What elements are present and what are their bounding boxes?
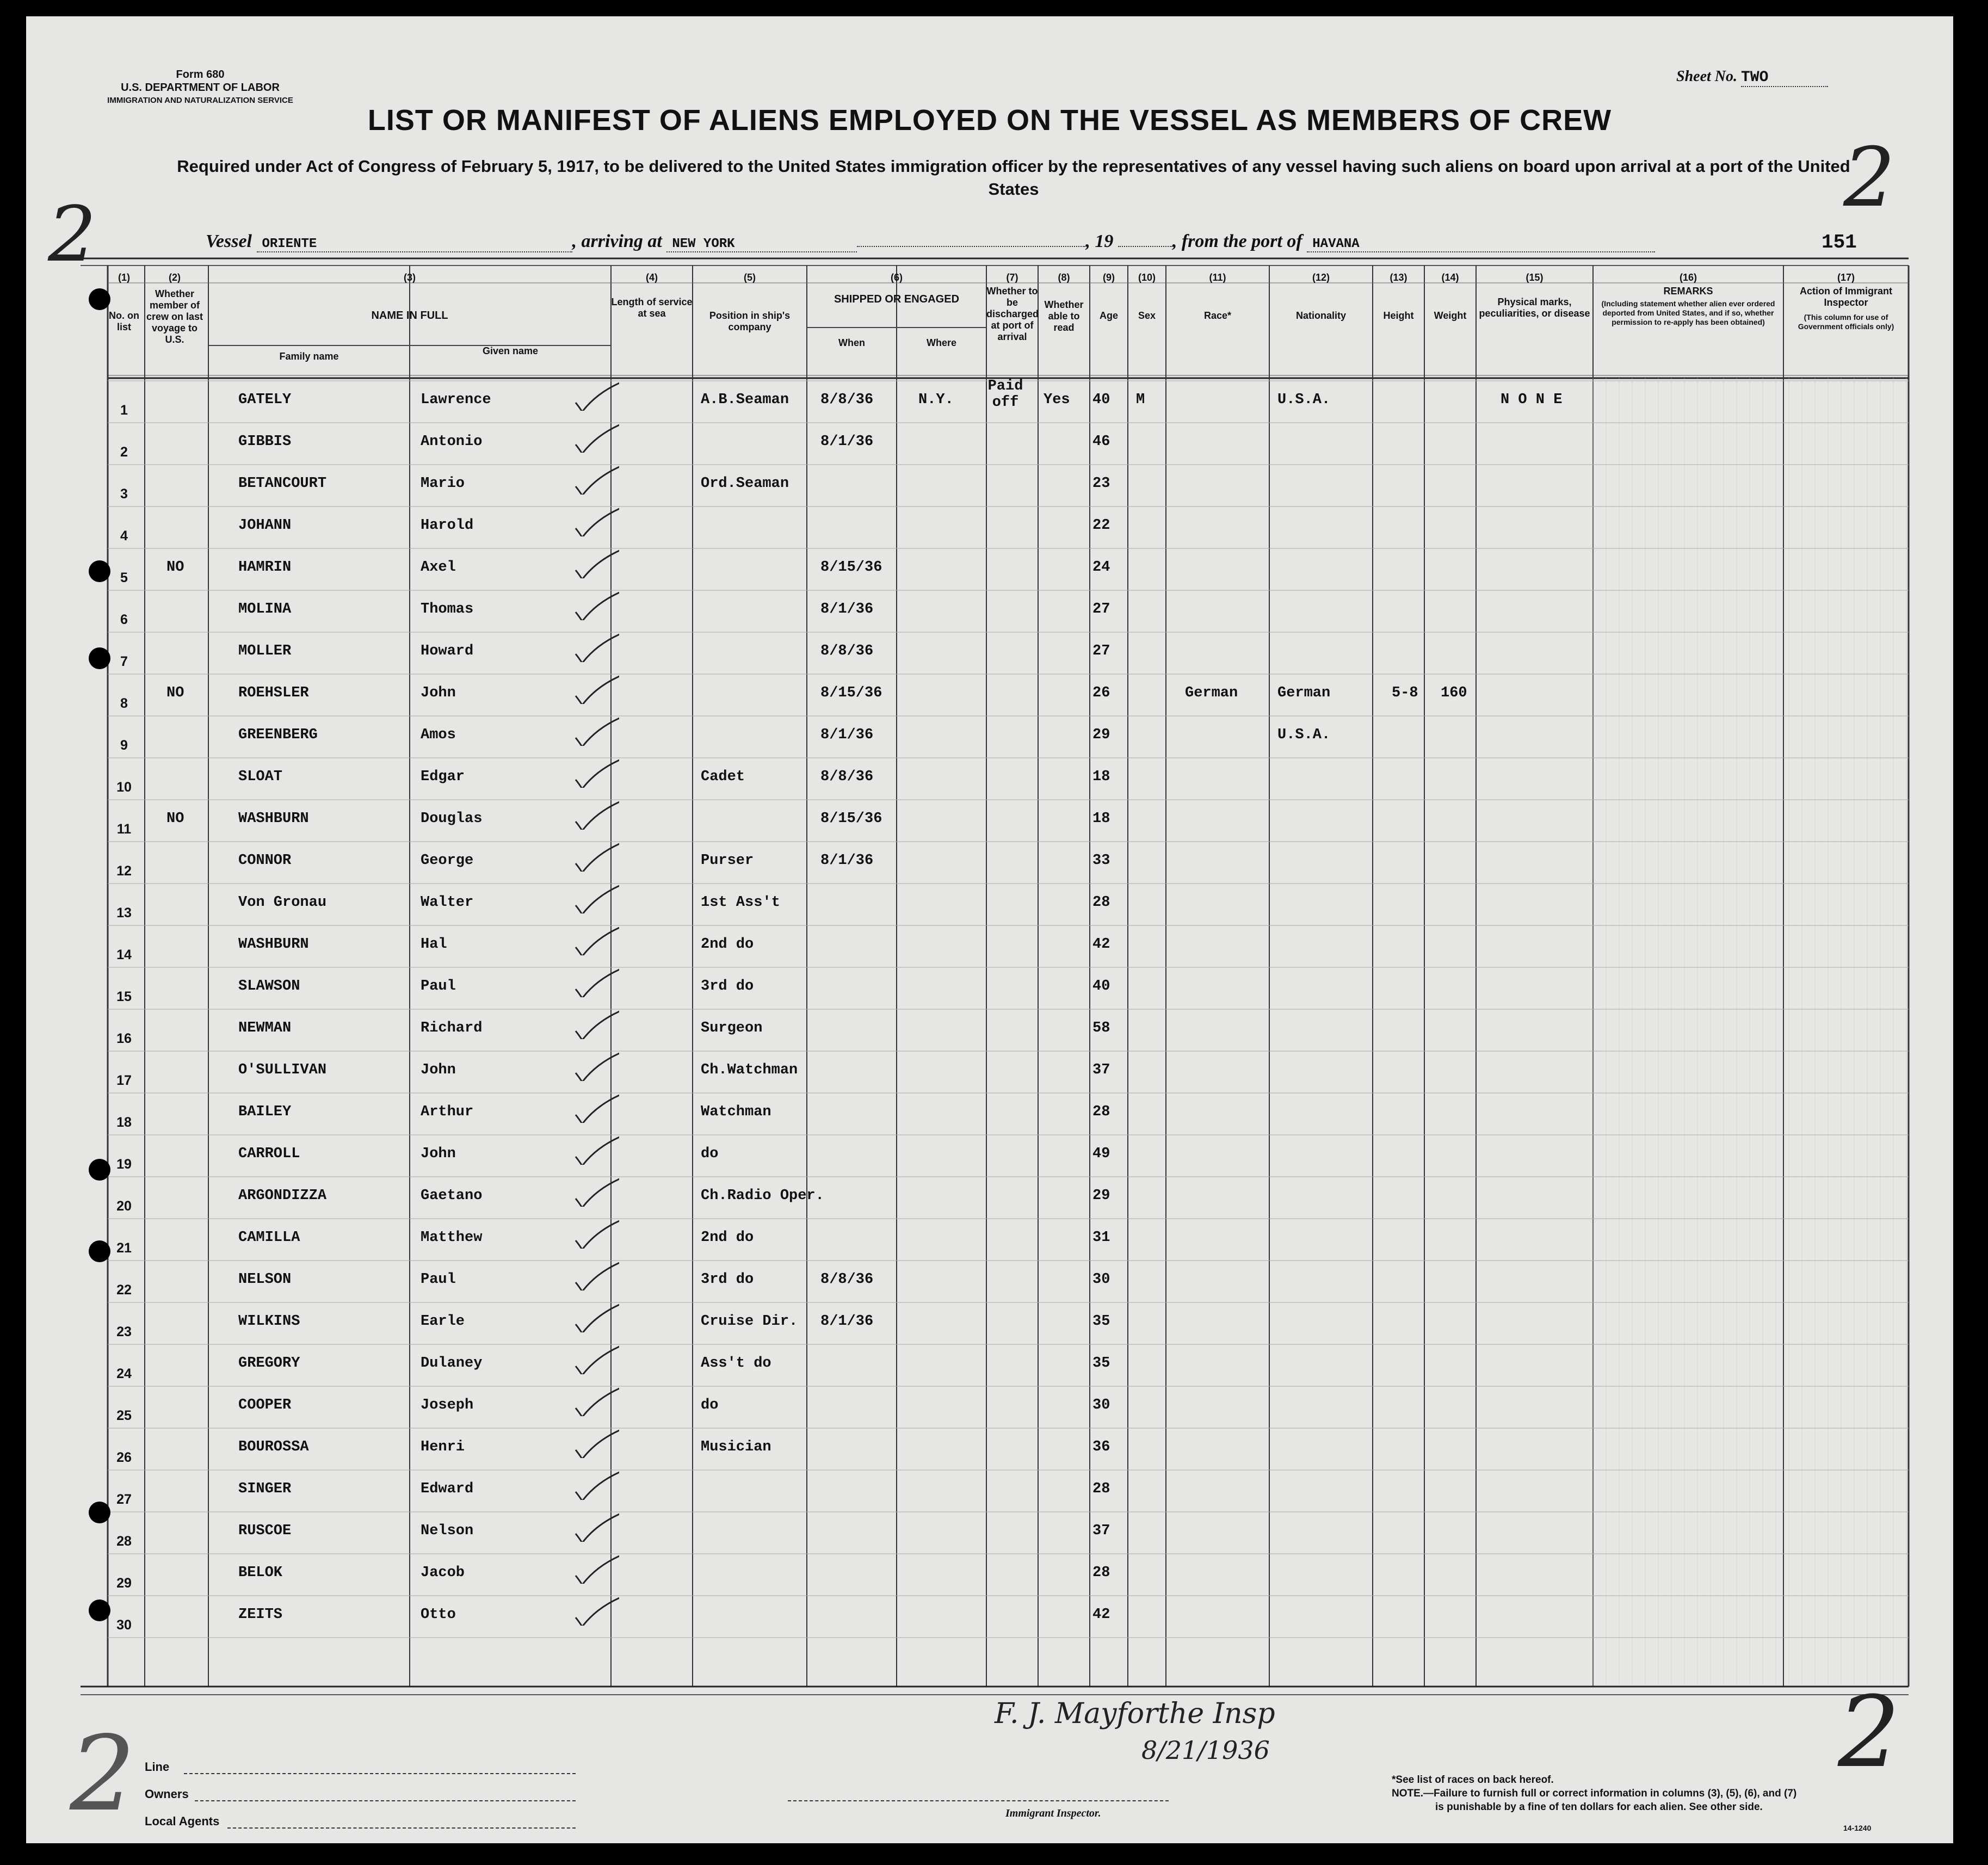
handwritten-mark-bottom-right: 2	[1838, 1676, 1900, 1789]
punch-hole	[89, 288, 110, 310]
row-number: 17	[116, 1073, 132, 1088]
age-cell: 46	[1092, 434, 1110, 450]
given-name-cell: Harold	[421, 517, 474, 534]
age-cell: 23	[1092, 475, 1110, 492]
family-name-cell: CARROLL	[238, 1146, 300, 1162]
nationality-cell: German	[1277, 685, 1331, 701]
owners-field	[195, 1800, 576, 1801]
row-number: 16	[116, 1031, 132, 1046]
col12-header: Nationality	[1295, 310, 1346, 321]
given-name-cell: Arthur	[421, 1104, 474, 1120]
checkmark-icon	[570, 462, 619, 495]
row-number: 5	[120, 570, 128, 585]
when-cell: 8/8/36	[820, 1271, 874, 1288]
family-name-cell: MOLINA	[238, 601, 292, 617]
vessel-name: ORIENTE	[257, 237, 572, 252]
checkmark-icon	[570, 1384, 619, 1416]
arriving-port: NEW YORK	[666, 237, 857, 252]
given-name-cell: Edgar	[421, 769, 465, 785]
sex-cell: M	[1136, 392, 1145, 408]
position-cell: Surgeon	[701, 1020, 763, 1036]
given-name-cell: Walter	[421, 894, 474, 911]
checkmark-icon	[570, 1258, 619, 1290]
vessel-label: Vessel	[206, 231, 252, 251]
age-cell: 22	[1092, 517, 1110, 534]
row-number: 3	[120, 486, 128, 502]
age-cell: 28	[1092, 1104, 1110, 1120]
checkmark-icon	[570, 755, 619, 788]
races-note: *See list of races on back hereof.	[1392, 1774, 1554, 1786]
given-name-cell: Antonio	[421, 434, 483, 450]
when-cell: 8/1/36	[820, 853, 874, 869]
position-cell: Ch.Watchman	[701, 1062, 798, 1078]
checkmark-icon	[570, 1174, 619, 1207]
family-name-cell: NELSON	[238, 1271, 292, 1288]
position-cell: A.B.Seaman	[701, 392, 789, 408]
checkmark-icon	[570, 965, 619, 997]
given-name-cell: Earle	[421, 1313, 465, 1330]
age-cell: 37	[1092, 1523, 1110, 1539]
col6-when-header: When	[838, 337, 865, 348]
row-number: 18	[116, 1115, 132, 1130]
when-cell: 8/1/36	[820, 601, 874, 617]
row-number: 14	[116, 947, 132, 962]
year-label: , 19	[1085, 231, 1114, 251]
position-cell: Purser	[701, 853, 754, 869]
row-number: 15	[116, 989, 132, 1004]
family-name-cell: SINGER	[238, 1481, 292, 1497]
position-cell: 1st Ass't	[701, 894, 780, 911]
col15-header: Physical marks, peculiarities, or disease	[1479, 297, 1590, 319]
family-name-cell: GREGORY	[238, 1355, 300, 1372]
age-cell: 42	[1092, 1607, 1110, 1623]
family-name-cell: SLOAT	[238, 769, 283, 785]
family-name-cell: BETANCOURT	[238, 475, 327, 492]
col17-number: (17)	[1837, 272, 1855, 283]
height-cell: 5-8	[1392, 685, 1418, 701]
checkmark-icon	[570, 923, 619, 955]
given-name-cell: Amos	[421, 727, 456, 743]
checkmark-icon	[570, 1006, 619, 1039]
age-cell: 37	[1092, 1062, 1110, 1078]
row-number: 19	[116, 1157, 132, 1172]
from-label: , from the port of	[1172, 231, 1302, 251]
discharge-cell: Paid off	[987, 378, 1023, 411]
row-number: 22	[116, 1282, 132, 1298]
punch-hole	[89, 1240, 110, 1262]
row-number: 24	[116, 1366, 132, 1381]
col16-header: REMARKS	[1663, 286, 1713, 297]
age-cell: 40	[1092, 978, 1110, 995]
given-name-cell: Douglas	[421, 811, 483, 827]
family-name-cell: GREENBERG	[238, 727, 318, 743]
inspector-field	[788, 1800, 1169, 1801]
col4-header: Length of service at sea	[611, 297, 693, 319]
family-name-cell: BOUROSSA	[238, 1439, 309, 1455]
row-number: 23	[116, 1324, 132, 1339]
nationality-cell: U.S.A.	[1277, 392, 1331, 408]
family-name-cell: ZEITS	[238, 1607, 283, 1623]
age-cell: 42	[1092, 936, 1110, 953]
family-name-cell: RUSCOE	[238, 1523, 292, 1539]
penalty-note-1: NOTE.—Failure to furnish full or correct information in columns (3), (5), (6), and (7)	[1392, 1788, 1797, 1799]
checkmark-icon	[570, 1048, 619, 1081]
line-label: Line	[145, 1760, 170, 1774]
age-cell: 30	[1092, 1397, 1110, 1413]
col14-number: (14)	[1441, 272, 1459, 283]
col6-where-header: Where	[926, 337, 956, 348]
inspector-signature: F. J. Mayforthe Insp	[995, 1697, 1275, 1730]
position-cell: 2nd do	[701, 1230, 754, 1246]
age-cell: 28	[1092, 1565, 1110, 1581]
given-name-cell: George	[421, 853, 474, 869]
col14-header: Weight	[1434, 310, 1467, 321]
row-number: 29	[116, 1576, 132, 1591]
col4-number: (4)	[646, 272, 658, 283]
checkmark-icon	[570, 1132, 619, 1165]
checkmark-icon	[570, 378, 619, 411]
family-name-cell: COOPER	[238, 1397, 292, 1413]
age-cell: 35	[1092, 1313, 1110, 1330]
agents-field	[227, 1827, 576, 1829]
when-cell: 8/1/36	[820, 727, 874, 743]
age-cell: 30	[1092, 1271, 1110, 1288]
col5-number: (5)	[744, 272, 756, 283]
family-name-cell: O'SULLIVAN	[238, 1062, 327, 1078]
family-name-cell: JOHANN	[238, 517, 292, 534]
sheet-value: TWO	[1741, 69, 1828, 87]
row-number: 1	[120, 403, 128, 418]
given-name-cell: Jacob	[421, 1565, 465, 1581]
row-number: 27	[116, 1492, 132, 1507]
given-name-cell: Lawrence	[421, 392, 491, 408]
position-cell: Ch.Radio Oper.	[701, 1188, 824, 1204]
col5-header: Position in ship's company	[709, 310, 791, 332]
age-cell: 36	[1092, 1439, 1110, 1455]
given-name-cell: Otto	[421, 1607, 456, 1623]
family-name-cell: BELOK	[238, 1565, 283, 1581]
family-name-cell: WASHBURN	[238, 936, 309, 953]
position-cell: 2nd do	[701, 936, 754, 953]
checkmark-icon	[570, 797, 619, 830]
when-cell: 8/15/36	[820, 559, 882, 576]
checkmark-icon	[570, 504, 619, 536]
checkmark-icon	[570, 1551, 619, 1584]
given-name-cell: Axel	[421, 559, 456, 576]
agents-label: Local Agents	[145, 1814, 220, 1828]
given-name-cell: John	[421, 1146, 456, 1162]
sheet-label: Sheet No.	[1676, 68, 1737, 85]
row-number: 6	[120, 612, 128, 627]
row-number: 4	[120, 528, 128, 544]
family-name-cell: NEWMAN	[238, 1020, 292, 1036]
page-title: LIST OR MANIFEST OF ALIENS EMPLOYED ON THE VESSEL AS MEMBERS OF CREW	[367, 104, 1612, 137]
given-name-cell: Thomas	[421, 601, 474, 617]
checkmark-icon	[570, 713, 619, 746]
row-number: 21	[116, 1240, 132, 1256]
weight-cell: 160	[1441, 685, 1467, 701]
col1-number: (1)	[118, 272, 130, 283]
col3-number: (3)	[404, 272, 416, 283]
form-number: Form 680	[176, 69, 225, 81]
col6-number: (6)	[891, 272, 903, 283]
checkmark-icon	[570, 588, 619, 620]
position-cell: do	[701, 1397, 719, 1413]
prev-voyage-cell: NO	[166, 685, 184, 701]
age-cell: 31	[1092, 1230, 1110, 1246]
handwritten-mark-bottom-left: 2	[70, 1714, 135, 1834]
family-name-cell: Von Gronau	[238, 894, 327, 911]
age-cell: 18	[1092, 811, 1110, 827]
row-number: 9	[120, 738, 128, 753]
where-cell: N.Y.	[918, 392, 954, 408]
checkmark-icon	[570, 671, 619, 704]
given-name-cell: Matthew	[421, 1230, 483, 1246]
given-name-cell: Paul	[421, 978, 456, 995]
family-name-cell: SLAWSON	[238, 978, 300, 995]
col11-header: Race*	[1203, 310, 1232, 321]
age-cell: 40	[1092, 392, 1110, 408]
given-name-cell: Paul	[421, 1271, 456, 1288]
col3-given-header: Given name	[482, 345, 539, 356]
col8-number: (8)	[1058, 272, 1070, 283]
col7-number: (7)	[1006, 272, 1018, 283]
checkmark-icon	[570, 1090, 619, 1123]
row-number: 11	[116, 822, 132, 837]
service-name: IMMIGRATION AND NATURALIZATION SERVICE	[107, 96, 293, 105]
owners-label: Owners	[145, 1787, 189, 1801]
col2-number: (2)	[169, 272, 181, 283]
age-cell: 33	[1092, 853, 1110, 869]
age-cell: 27	[1092, 601, 1110, 617]
prev-voyage-cell: NO	[166, 811, 184, 827]
position-cell: Cruise Dir.	[701, 1313, 798, 1330]
family-name-cell: ROEHSLER	[238, 685, 309, 701]
family-name-cell: MOLLER	[238, 643, 292, 659]
when-cell: 8/15/36	[820, 811, 882, 827]
row-number: 7	[120, 654, 128, 669]
row-number: 8	[120, 696, 128, 711]
col13-header: Height	[1383, 310, 1414, 321]
family-name-cell: BAILEY	[238, 1104, 292, 1120]
age-cell: 58	[1092, 1020, 1110, 1036]
given-name-cell: Richard	[421, 1020, 483, 1036]
age-cell: 29	[1092, 727, 1110, 743]
age-cell: 27	[1092, 643, 1110, 659]
position-cell: Watchman	[701, 1104, 771, 1120]
col9-number: (9)	[1103, 272, 1115, 283]
checkmark-icon	[570, 1216, 619, 1249]
col1-header: No. on list	[109, 310, 139, 332]
page-number: 151	[1822, 231, 1857, 254]
family-name-cell: ARGONDIZZA	[238, 1188, 327, 1204]
col10-number: (10)	[1138, 272, 1156, 283]
row-number: 26	[116, 1450, 132, 1465]
age-cell: 28	[1092, 894, 1110, 911]
race-cell: German	[1185, 685, 1238, 701]
signature-date: 8/21/1936	[1141, 1736, 1270, 1765]
print-code: 14-1240	[1843, 1824, 1872, 1832]
when-cell: 8/8/36	[820, 769, 874, 785]
prev-voyage-cell: NO	[166, 559, 184, 576]
position-cell: Ass't do	[701, 1355, 771, 1372]
col3-header: NAME IN FULL	[371, 310, 448, 322]
given-name-cell: Joseph	[421, 1397, 474, 1413]
punch-hole	[89, 560, 110, 582]
col2-header: Whether member of crew on last voyage to U.S.	[146, 288, 203, 345]
checkmark-icon	[570, 1467, 619, 1500]
given-name-cell: Howard	[421, 643, 474, 659]
when-cell: 8/8/36	[820, 392, 874, 408]
family-name-cell: GATELY	[238, 392, 292, 408]
given-name-cell: Dulaney	[421, 1355, 483, 1372]
checkmark-icon	[570, 1593, 619, 1626]
row-number: 2	[120, 444, 128, 460]
col8-header: Whether able to read	[1044, 299, 1084, 333]
line-field	[184, 1773, 576, 1774]
row-number: 10	[116, 780, 132, 795]
checkmark-icon	[570, 420, 619, 453]
col12-number: (12)	[1312, 272, 1330, 283]
handwritten-mark-right: 2	[1843, 131, 1896, 225]
col13-number: (13)	[1390, 272, 1407, 283]
row-number: 25	[116, 1408, 132, 1423]
when-cell: 8/1/36	[820, 1313, 874, 1330]
checkmark-icon	[570, 1509, 619, 1542]
family-name-cell: GIBBIS	[238, 434, 292, 450]
age-cell: 35	[1092, 1355, 1110, 1372]
checkmark-icon	[570, 629, 619, 662]
checkmark-icon	[570, 839, 619, 872]
arriving-label: , arriving at	[572, 231, 662, 251]
checkmark-icon	[570, 1425, 619, 1458]
col7-header: Whether to be discharged at port of arrival	[986, 286, 1039, 342]
given-name-cell: Hal	[421, 936, 447, 953]
family-name-cell: CONNOR	[238, 853, 292, 869]
checkmark-icon	[570, 1342, 619, 1374]
punch-hole	[89, 647, 110, 669]
position-cell: Ord.Seaman	[701, 475, 789, 492]
age-cell: 26	[1092, 685, 1110, 701]
when-cell: 8/1/36	[820, 434, 874, 450]
row-number: 28	[116, 1534, 132, 1549]
inspector-label: Immigrant Inspector.	[1005, 1807, 1101, 1819]
handwritten-mark-left: 2	[48, 190, 97, 279]
col17-subheader: (This column for use of Government officials only)	[1798, 313, 1894, 331]
col16-number: (16)	[1679, 272, 1697, 283]
page-subtitle: Required under Act of Congress of February 5, 1917, to be delivered to the United States immigration officer by the representatives of any vessel having such aliens on board upon arrival at a port of the United States	[177, 157, 1850, 199]
col11-number: (11)	[1209, 272, 1226, 283]
col3-family-header: Family name	[279, 351, 339, 362]
col9-header: Age	[1099, 310, 1118, 321]
family-name-cell: HAMRIN	[238, 559, 292, 576]
col17-header: Action of Immigrant Inspector	[1800, 286, 1892, 308]
col6-header: SHIPPED OR ENGAGED	[834, 293, 960, 305]
age-cell: 28	[1092, 1481, 1110, 1497]
given-name-cell: Edward	[421, 1481, 474, 1497]
given-name-cell: Mario	[421, 475, 465, 492]
row-number: 13	[116, 905, 132, 921]
given-name-cell: Henri	[421, 1439, 465, 1455]
punch-hole	[89, 1159, 110, 1181]
physical-marks-cell: N O N E	[1501, 392, 1563, 408]
position-cell: 3rd do	[701, 1271, 754, 1288]
age-cell: 29	[1092, 1188, 1110, 1204]
checkmark-icon	[570, 1300, 619, 1332]
row-number: 20	[116, 1199, 132, 1214]
col16-subheader: (Including statement whether alien ever ordered deported from United States, and if so, whether permission to re-apply has been obtained)	[1601, 299, 1775, 326]
given-name-cell: Nelson	[421, 1523, 474, 1539]
when-cell: 8/8/36	[820, 643, 874, 659]
penalty-note-2: is punishable by a fine of ten dollars for each alien. See other side.	[1435, 1801, 1763, 1813]
punch-hole	[89, 1600, 110, 1621]
row-number: 12	[116, 863, 132, 879]
col15-number: (15)	[1526, 272, 1544, 283]
row-number: 30	[116, 1617, 132, 1633]
family-name-cell: WILKINS	[238, 1313, 300, 1330]
given-name-cell: Gaetano	[421, 1188, 483, 1204]
family-name-cell: CAMILLA	[238, 1230, 300, 1246]
punch-hole	[89, 1502, 110, 1523]
position-cell: do	[701, 1146, 719, 1162]
manifest-sheet	[26, 16, 1953, 1843]
checkmark-icon	[570, 546, 619, 578]
age-cell: 24	[1092, 559, 1110, 576]
read-cell: Yes	[1044, 392, 1070, 408]
given-name-cell: John	[421, 1062, 456, 1078]
position-cell: Cadet	[701, 769, 745, 785]
col10-header: Sex	[1138, 310, 1156, 321]
from-port: HAVANA	[1307, 237, 1655, 252]
position-cell: 3rd do	[701, 978, 754, 995]
nationality-cell: U.S.A.	[1277, 727, 1331, 743]
department-name: U.S. DEPARTMENT OF LABOR	[121, 82, 280, 94]
given-name-cell: John	[421, 685, 456, 701]
position-cell: Musician	[701, 1439, 771, 1455]
age-cell: 18	[1092, 769, 1110, 785]
age-cell: 49	[1092, 1146, 1110, 1162]
checkmark-icon	[570, 881, 619, 913]
family-name-cell: WASHBURN	[238, 811, 309, 827]
when-cell: 8/15/36	[820, 685, 882, 701]
